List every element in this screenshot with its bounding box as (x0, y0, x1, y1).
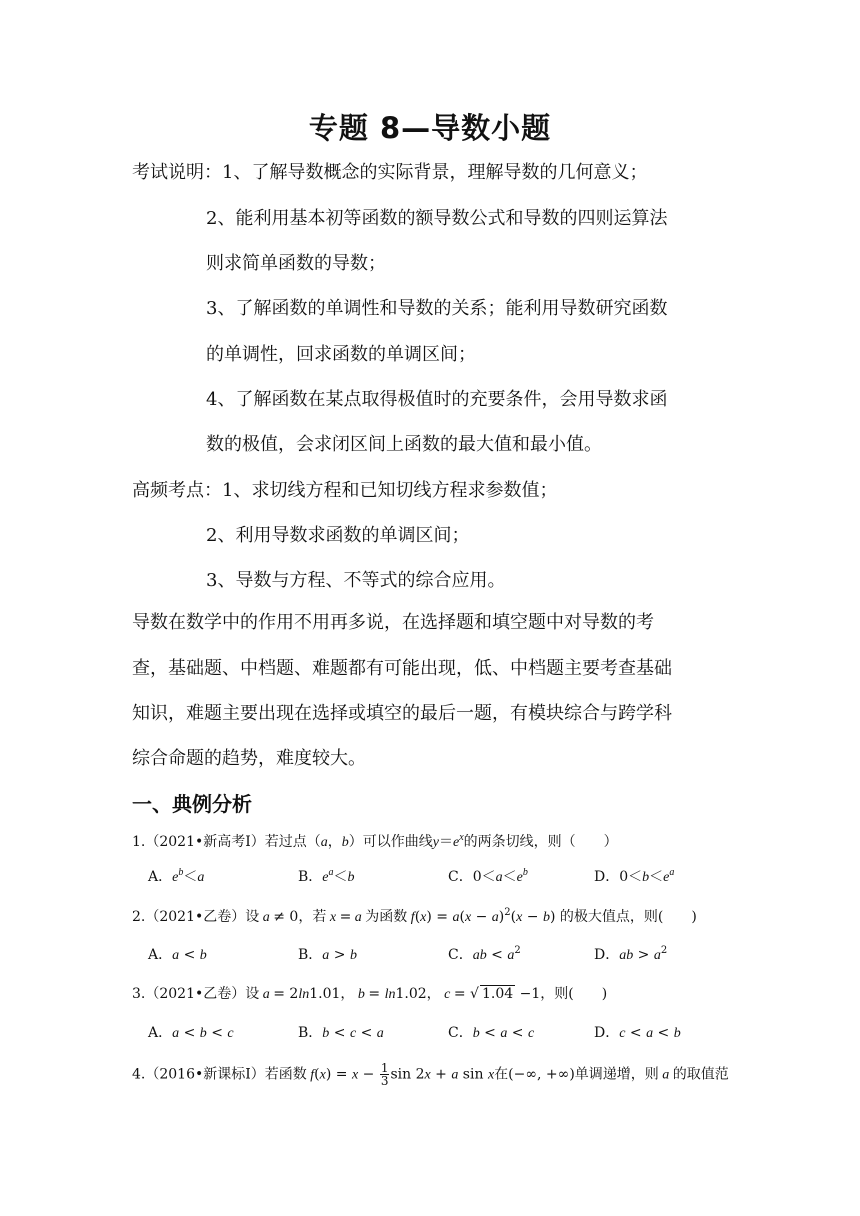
intro-line: 导数在数学中的作用不用再多说，在选择题和填空题中对导数的考 (132, 612, 654, 633)
option-d[interactable]: D．$0<b<e^a$ (594, 867, 675, 885)
frequent-item-2: 2、利用导数求函数的单调区间； (206, 525, 470, 546)
question-number: 1. (132, 834, 146, 850)
exam-item-3-line-1: 3、了解函数的单调性和导数的关系；能利用导数研究函数 (206, 298, 668, 319)
question-2: 2.（2021•乙卷）设 a ≠ 0，若 x = a 为函数 $f(x) = a(x - a)^2(x - b)$ 的极大值点，则( ) (132, 907, 697, 925)
intro-line: 知识，难题主要出现在选择或填空的最后一题，有模块综合与跨学科 (132, 703, 672, 724)
frequent-item-3: 3、导数与方程、不等式的综合应用。 (206, 570, 506, 591)
option-c[interactable]: C．ab < $a^2$ (448, 945, 521, 963)
question-source: （2021•乙卷） (145, 986, 246, 1002)
option-d[interactable]: D．ab > $a^2$ (594, 945, 668, 963)
exam-item-4-line-2: 数的极值，会求闭区间上函数的最大值和最小值。 (206, 434, 602, 455)
question-3: 3.（2021•乙卷）设 a = 2ln1.01， b = ln1.02， c = √ 1.04 −1，则( ) (132, 986, 608, 1002)
option-c[interactable]: C．b < a < c (448, 1025, 535, 1041)
exam-item-3-line-2: 的单调性，回求函数的单调区间； (206, 344, 476, 365)
exam-item-4-line-1: 4、了解函数在某点取得极值时的充要条件，会用导数求函 (206, 389, 668, 410)
question-number: 3. (132, 986, 146, 1002)
question-1: 1.（2021•新高考Ⅰ）若过点（a，b）可以作曲线$y=e^x$的两条切线，则（ ） (132, 832, 618, 850)
question-number: 4. (132, 1066, 146, 1083)
question-source: （2016•新课标Ⅰ） (145, 1066, 265, 1083)
intro-line: 综合命题的趋势，难度较大。 (132, 748, 366, 769)
question-source: （2021•乙卷） (145, 909, 246, 925)
intro-line: 查，基础题、中档题、难题都有可能出现，低、中档题主要考查基础 (132, 658, 672, 679)
option-b[interactable]: B．b < c < a (298, 1025, 384, 1041)
exam-item-2-line-2: 则求简单函数的导数； (206, 253, 386, 274)
option-b[interactable]: B．$e^a<b$ (298, 867, 355, 885)
option-a[interactable]: A．a < b (148, 947, 207, 963)
option-a[interactable]: A．$e^b<a$ (148, 867, 205, 885)
question-4: 4.（2016•新课标Ⅰ）若函数 f(x) = x − $\frac{1}{3}$ sin 2x + a sin x在(−∞, +∞)单调递增，则 a 的取值范 (132, 1061, 729, 1088)
exam-item-2-line-1: 2、能利用基本初等函数的额导数公式和导数的四则运算法 (206, 208, 668, 229)
frequent-points-line: 高频考点：1、求切线方程和已知切线方程求参数值； (132, 480, 558, 501)
option-b[interactable]: B．a > b (298, 947, 357, 963)
option-a[interactable]: A．a < b < c (148, 1025, 234, 1041)
option-c[interactable]: C．$0<a<e^b$ (448, 867, 528, 885)
page-title: 专题 8—导数小题 (308, 111, 552, 145)
question-number: 2. (132, 909, 146, 925)
question-source: （2021•新高考Ⅰ） (145, 834, 265, 850)
section-heading: 一、典例分析 (132, 792, 252, 816)
option-d[interactable]: D．c < a < b (594, 1025, 681, 1041)
exam-description-line: 考试说明：1、了解导数概念的实际背景，理解导数的几何意义； (132, 162, 648, 183)
